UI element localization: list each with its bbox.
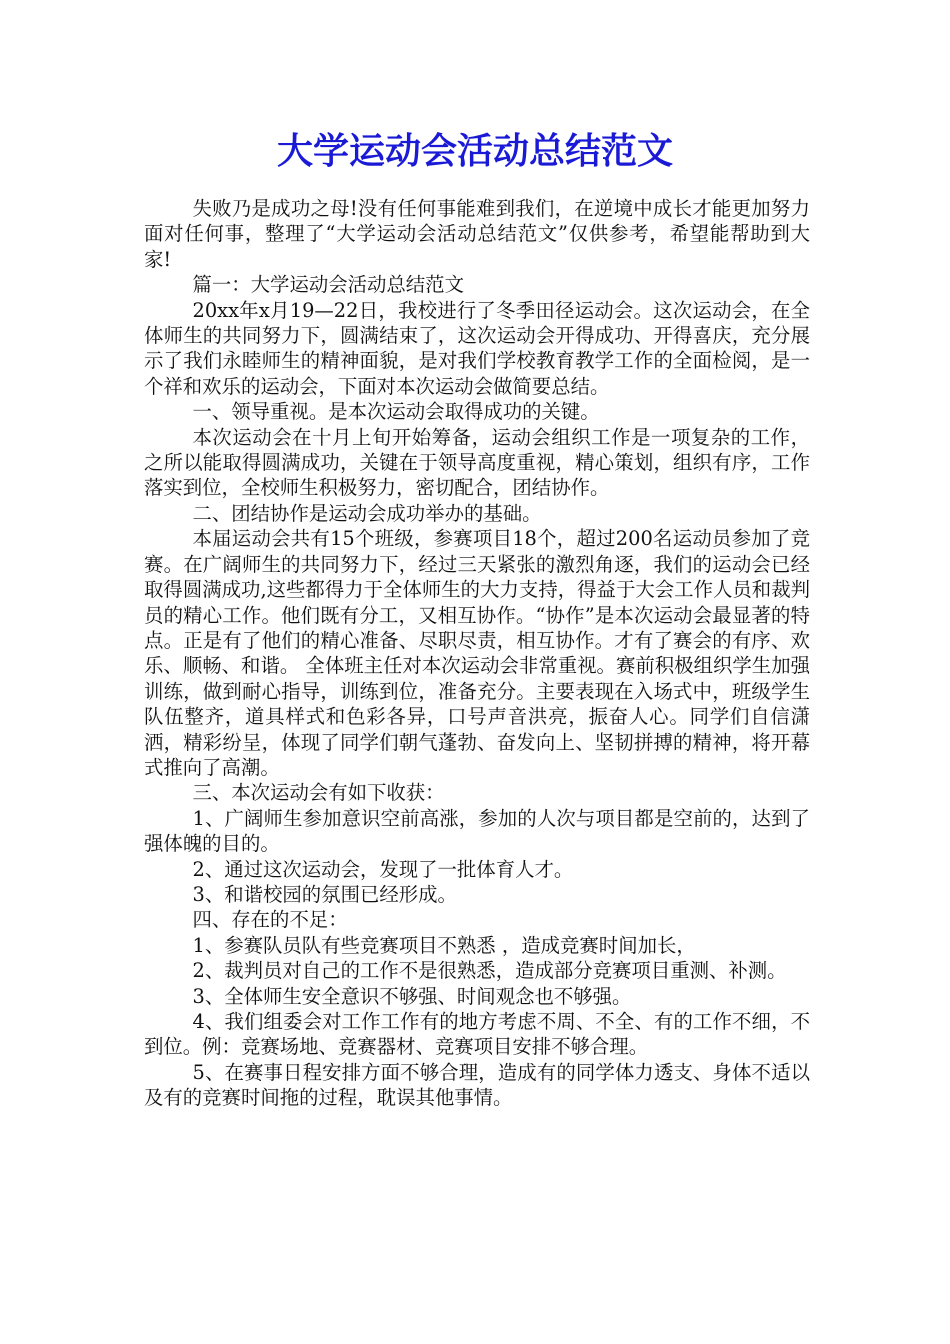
paragraph-intro: 失败乃是成功之母!没有任何事能难到我们，在逆境中成长才能更加努力面对任何事，整理了“大学运动会活动总结范文”仅供参考，希望能帮助到大家! — [144, 197, 810, 271]
paragraph-overview: 20xx年x月19—22日，我校进行了冬季田径运动会。这次运动会，在全体师生的共同努力下，圆满结束了，这次运动会开得成功、开得喜庆，充分展示了我们永睦师生的精神面貌，是对我们学校教育教学工作的全面检阅，是一个祥和欢乐的运动会，下面对本次运动会做简要总结。 — [144, 298, 810, 398]
paragraph-gain-2: 2、通过这次运动会，发现了一批体育人才。 — [192, 857, 574, 881]
paragraph-point-two-body: 本届运动会共有15个班级，参赛项目18个，超过200名运动员参加了竞赛。在广阔师生的共同努力下，经过三天紧张的激烈角逐，我们的运动会已经取得圆满成功,这些都得力于全体师生的大力支持，得益于大会工作人员和裁判员的精心工作。他们既有分工，又相互协作。“协作”是本次运动会最显著的特点。正是有了他们的精心准备、尽职尽责，相互协作。才有了赛会的有序、欢乐、顺畅、和谐。 全体班主任对本次运动会非常重视。赛前积极组织学生加强训练，做到耐心指导，训练到位，准备充分。主要表现在入场式中，班级学生队伍整齐，道具样式和色彩各异，口号声音洪亮，振奋人心。同学们自信潇洒，精彩纷呈，体现了同学们朝气蓬勃、奋发向上、坚韧拼搏的精神，将开幕式推向了高潮。 — [144, 527, 810, 779]
paragraph-gain-3: 3、和谐校园的氛围已经形成。 — [192, 882, 457, 906]
paragraph-point-two-heading: 二、团结协作是运动会成功举办的基础。 — [192, 501, 542, 525]
paragraph-point-four-heading: 四、存在的不足： — [192, 908, 348, 932]
paragraph-gain-1: 1、广阔师生参加意识空前高涨，参加的人次与项目都是空前的，达到了强体魄的目的。 — [144, 806, 810, 856]
paragraph-shortcoming-3: 3、全体师生安全意识不够强、时间观念也不够强。 — [192, 984, 632, 1008]
document-body — [144, 196, 810, 1111]
paragraph-shortcoming-1: 1、参赛队员队有些竞赛项目不熟悉 ，造成竞赛时间加长， — [192, 933, 696, 957]
paragraph-point-one-body: 本次运动会在十月上旬开始筹备，运动会组织工作是一项复杂的工作，之所以能取得圆满成功，关键在于领导高度重视，精心策划，组织有序，工作落实到位，全校师生积极努力，密切配合，团结协作。 — [144, 425, 810, 500]
paragraph-point-one-heading: 一、领导重视。是本次运动会取得成功的关键。 — [192, 400, 600, 424]
paragraph-shortcoming-4: 4、我们组委会对工作工作有的地方考虑不周、不全、有的工作不细，不到位。例：竞赛场地、竞赛器材、竞赛项目安排不够合理。 — [144, 1010, 810, 1059]
paragraph-shortcoming-5: 5、在赛事日程安排方面不够合理，造成有的同学体力透支、身体不适以及有的竞赛时间拖的过程，耽误其他事情。 — [144, 1060, 810, 1110]
document-title: 大学运动会活动总结范文 — [276, 130, 673, 172]
paragraph-shortcoming-2: 2、裁判员对自己的工作不是很熟悉，造成部分竞赛项目重测、补测。 — [192, 959, 787, 983]
paragraph-section-heading: 篇一：大学运动会活动总结范文 — [192, 273, 464, 297]
paragraph-point-three-heading: 三、本次运动会有如下收获： — [192, 781, 445, 805]
